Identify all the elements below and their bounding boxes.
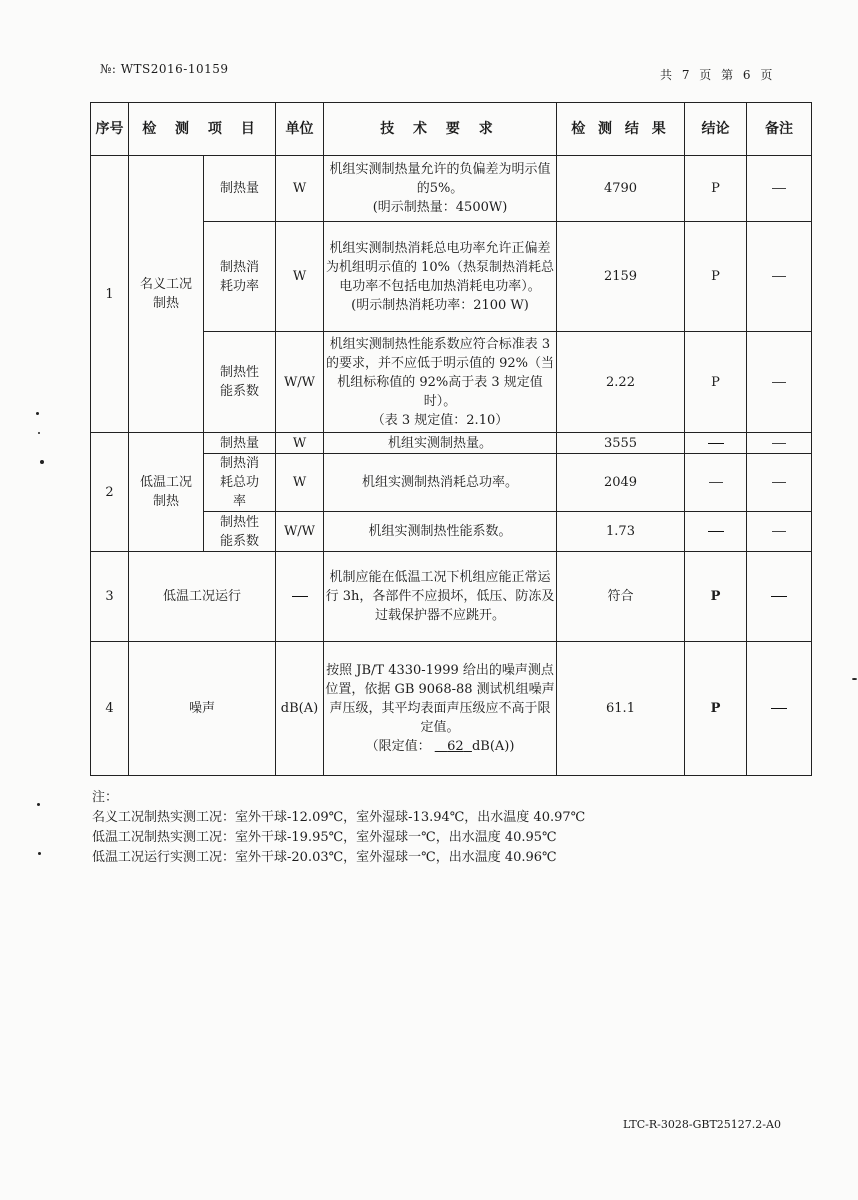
scan-speck xyxy=(38,852,41,855)
remark-cell xyxy=(747,512,812,552)
page-info: 共 7 页 第 6 页 xyxy=(660,68,776,82)
subitem-cell: 制热性能系数 xyxy=(204,332,276,433)
requirement-note: (明示制热消耗功率：2100 W) xyxy=(351,297,529,313)
unit-cell: W xyxy=(276,222,324,332)
item-cell: 噪声 xyxy=(129,642,276,776)
item-cell: 低温工况运行 xyxy=(129,552,276,642)
remark-cell xyxy=(747,552,812,642)
unit-cell: W/W xyxy=(276,332,324,433)
conclusion-cell: P xyxy=(685,332,747,433)
result-cell: 符合 xyxy=(557,552,685,642)
scan-speck xyxy=(852,678,857,680)
result-cell: 61.1 xyxy=(557,642,685,776)
header-requirement: 技 术 要 求 xyxy=(324,103,557,156)
requirement-text: 机组实测制热性能系数应符合标准表 3 的要求，并不应低于明示值的 92%（当机组标称值的 92%高于表 3 规定值时）。 xyxy=(325,336,555,409)
conclusion-cell xyxy=(685,512,747,552)
requirement-note: (明示制热量：4500W) xyxy=(372,200,508,215)
note-line: 名义工况制热实测工况：室外干球-12.09℃，室外湿球-13.94℃，出水温度 40.97℃ xyxy=(92,810,586,825)
remark-cell xyxy=(747,222,812,332)
scan-speck xyxy=(36,412,39,415)
limit-unit: dB(A) xyxy=(471,739,510,754)
unit-cell: W/W xyxy=(276,512,324,552)
result-cell: 3555 xyxy=(557,433,685,454)
result-cell: 2049 xyxy=(557,454,685,512)
dash-mark xyxy=(772,482,786,483)
header-seq: 序号 xyxy=(91,103,129,156)
note-line: 低温工况运行实测工况：室外干球-20.03℃，室外湿球一℃，出水温度 40.96℃ xyxy=(92,850,557,865)
requirement-cell xyxy=(324,642,557,776)
table-row xyxy=(91,552,812,642)
dash-mark xyxy=(771,596,787,597)
header-unit: 单位 xyxy=(276,103,324,156)
requirement-cell xyxy=(324,332,557,433)
dash-mark xyxy=(772,188,786,189)
result-cell: 2159 xyxy=(557,222,685,332)
result-cell: 2.22 xyxy=(557,332,685,433)
dash-mark xyxy=(292,596,308,597)
dash-mark xyxy=(772,443,786,444)
unit-cell xyxy=(276,552,324,642)
result-cell: 4790 xyxy=(557,156,685,222)
table-header-row xyxy=(91,103,812,156)
dash-mark xyxy=(708,443,724,444)
header-result: 检 测 结 果 xyxy=(557,103,685,156)
seq-cell: 2 xyxy=(91,433,129,552)
limit-value: 62 xyxy=(447,739,464,754)
dash-mark xyxy=(709,482,723,483)
dash-mark xyxy=(771,708,787,709)
document-code: LTC-R-3028-GBT25127.2-A0 xyxy=(623,1118,781,1131)
unit-cell: dB(A) xyxy=(276,642,324,776)
scan-speck xyxy=(38,432,40,434)
requirement-text: 机组实测制热量允许的负偏差为明示值的5%。 xyxy=(329,162,551,196)
limit-prefix: （限定值： xyxy=(365,739,431,754)
conclusion-cell: P xyxy=(685,222,747,332)
result-cell: 1.73 xyxy=(557,512,685,552)
report-number: №: WTS2016-10159 xyxy=(100,62,229,76)
table-row xyxy=(91,642,812,776)
remark-cell xyxy=(747,156,812,222)
remark-cell xyxy=(747,642,812,776)
seq-cell: 1 xyxy=(91,156,129,433)
requirement-cell xyxy=(324,156,557,222)
unit-cell: W xyxy=(276,433,324,454)
dash-mark xyxy=(772,382,786,383)
unit-cell: W xyxy=(276,156,324,222)
dash-mark xyxy=(708,531,724,532)
requirement-cell: 机组实测制热量。 xyxy=(324,433,557,454)
dash-mark xyxy=(772,276,786,277)
remark-cell xyxy=(747,433,812,454)
header-item: 检 测 项 目 xyxy=(129,103,276,156)
requirement-cell xyxy=(324,222,557,332)
seq-cell: 4 xyxy=(91,642,129,776)
requirement-text: 按照 JB/T 4330-1999 给出的噪声测点位置，依据 GB 9068-88 测试机组噪声声压级，其平均表面声压级应不高于限定值。 xyxy=(325,663,555,735)
subitem-cell: 制热量 xyxy=(204,433,276,454)
conclusion-cell xyxy=(685,433,747,454)
requirement-cell: 机制应能在低温工况下机组应能正常运行 3h，各部件不应损坏，低压、防冻及过载保护器不应跳开。 xyxy=(324,552,557,642)
item-group-cell: 名义工况制热 xyxy=(129,156,204,433)
scan-speck xyxy=(37,803,40,806)
conclusion-cell: P xyxy=(685,642,747,776)
requirement-note: （表 3 规定值：2.10） xyxy=(371,412,509,428)
notes-title: 注： xyxy=(92,790,119,805)
remark-cell xyxy=(747,454,812,512)
subitem-cell: 制热消耗总功率 xyxy=(204,454,276,512)
subitem-cell: 制热性能系数 xyxy=(204,512,276,552)
conclusion-cell: P xyxy=(685,156,747,222)
header-conclusion: 结论 xyxy=(685,103,747,156)
seq-cell: 3 xyxy=(91,552,129,642)
test-results-table xyxy=(90,102,812,776)
requirement-text: 机组实测制热消耗总电功率允许正偏差为机组明示值的 10%（热泵制热消耗总电功率不包括电加热消耗电功率）。 xyxy=(325,240,555,294)
unit-cell: W xyxy=(276,454,324,512)
subitem-cell: 制热消耗功率 xyxy=(204,222,276,332)
notes-section xyxy=(92,788,585,868)
note-line: 低温工况制热实测工况：室外干球-19.95℃，室外湿球一℃，出水温度 40.95℃ xyxy=(92,830,557,845)
remark-cell xyxy=(747,332,812,433)
subitem-cell: 制热量 xyxy=(204,156,276,222)
requirement-limit: （限定值： 62 dB(A)) xyxy=(365,739,515,754)
conclusion-cell: P xyxy=(685,552,747,642)
dash-mark xyxy=(772,531,786,532)
header-remark: 备注 xyxy=(747,103,812,156)
scan-speck xyxy=(40,460,44,464)
requirement-cell: 机组实测制热性能系数。 xyxy=(324,512,557,552)
conclusion-cell xyxy=(685,454,747,512)
table-row xyxy=(91,433,812,454)
requirement-cell: 机组实测制热消耗总功率。 xyxy=(324,454,557,512)
table-row xyxy=(91,156,812,222)
item-group-cell: 低温工况制热 xyxy=(129,433,204,552)
